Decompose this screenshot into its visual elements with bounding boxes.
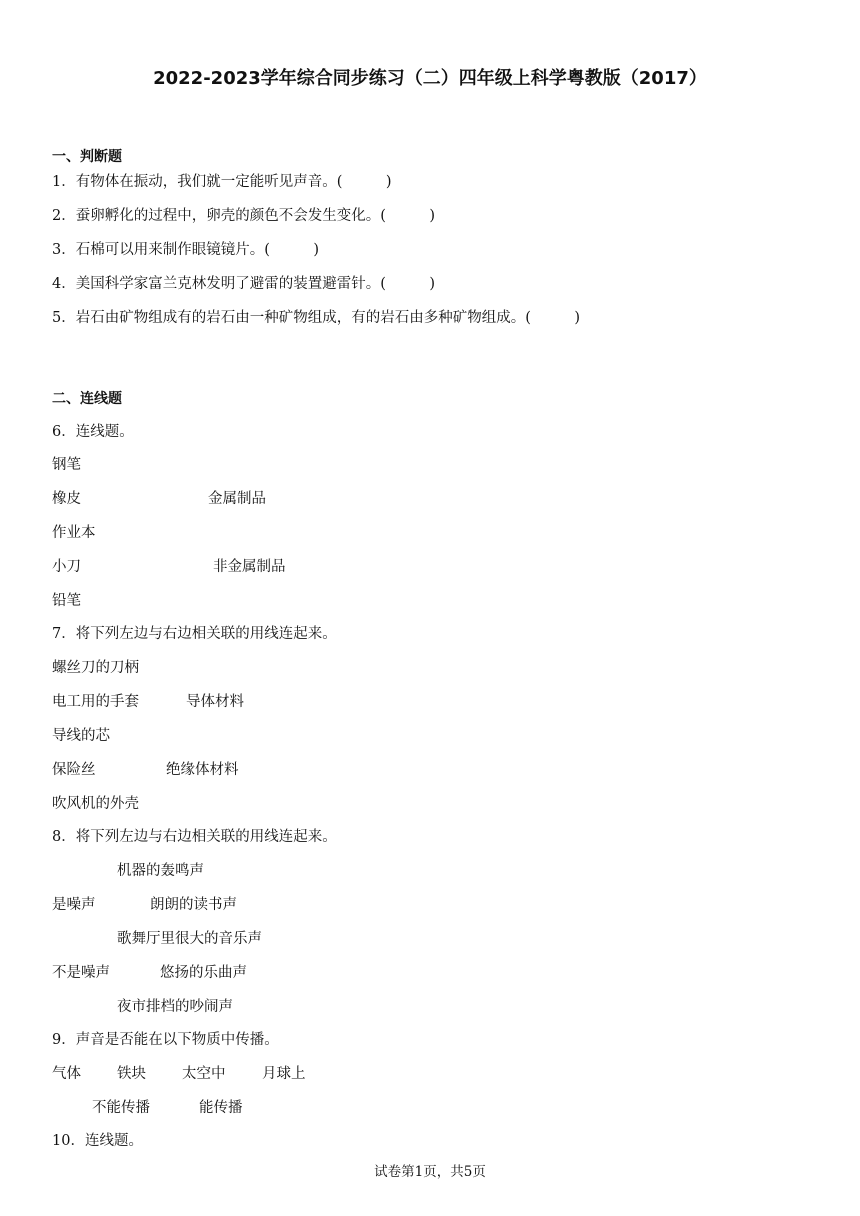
q8-right-item: 机器的轰鸣声 <box>117 863 204 879</box>
q9-bottom-item: 能传播 <box>199 1100 243 1116</box>
q8-right-item: 歌舞厅里很大的音乐声 <box>117 931 262 947</box>
q9-top-item: 太空中 <box>182 1066 226 1082</box>
q6-right-item: 非金属制品 <box>213 559 286 575</box>
q7-right-item: 绝缘体材料 <box>166 762 239 778</box>
q9-bottom-item: 不能传播 <box>92 1100 150 1116</box>
question-9-stem: 9．声音是否能在以下物质中传播。 <box>52 1032 279 1048</box>
q9-top-item: 气体 <box>52 1066 81 1082</box>
question-3: 3．石棉可以用来制作眼镜镜片。( ) <box>52 242 320 258</box>
question-1: 1．有物体在振动，我们就一定能听见声音。( ) <box>52 174 392 190</box>
q6-left-item: 钢笔 <box>52 457 81 473</box>
q7-left-item: 电工用的手套 <box>52 694 139 710</box>
question-7-stem: 7．将下列左边与右边相关联的用线连起来。 <box>52 626 337 642</box>
q9-top-item: 铁块 <box>117 1066 146 1082</box>
q6-left-item: 橡皮 <box>52 491 81 507</box>
q9-top-item: 月球上 <box>262 1066 306 1082</box>
q7-left-item: 导线的芯 <box>52 728 110 744</box>
question-8-stem: 8．将下列左边与右边相关联的用线连起来。 <box>52 829 337 845</box>
q7-left-item: 吹风机的外壳 <box>52 796 139 812</box>
section-heading-judgement: 一、判断题 <box>52 149 122 165</box>
q6-left-item: 铅笔 <box>52 593 81 609</box>
question-4: 4．美国科学家富兰克林发明了避雷的装置避雷针。( ) <box>52 276 436 292</box>
page-footer: 试卷第1页，共5页 <box>374 1164 486 1180</box>
question-10-stem: 10．连线题。 <box>52 1133 143 1149</box>
q8-right-item: 朗朗的读书声 <box>150 897 237 913</box>
question-6-stem: 6．连线题。 <box>52 424 134 440</box>
q8-left-item: 是噪声 <box>52 897 96 913</box>
q6-left-item: 小刀 <box>52 559 81 575</box>
question-5: 5．岩石由矿物组成有的岩石由一种矿物组成，有的岩石由多种矿物组成。( ) <box>52 310 581 326</box>
q7-left-item: 螺丝刀的刀柄 <box>52 660 139 676</box>
page-title: 2022-2023学年综合同步练习（二）四年级上科学粤教版（2017） <box>153 68 707 89</box>
q7-left-item: 保险丝 <box>52 762 96 778</box>
q8-right-item: 夜市排档的吵闹声 <box>117 999 233 1015</box>
question-2: 2．蚕卵孵化的过程中，卵壳的颜色不会发生变化。( ) <box>52 208 436 224</box>
q6-right-item: 金属制品 <box>208 491 266 507</box>
q8-left-item: 不是噪声 <box>52 965 110 981</box>
q7-right-item: 导体材料 <box>186 694 244 710</box>
q8-right-item: 悠扬的乐曲声 <box>160 965 247 981</box>
section-heading-matching: 二、连线题 <box>52 391 122 407</box>
q6-left-item: 作业本 <box>52 525 96 541</box>
